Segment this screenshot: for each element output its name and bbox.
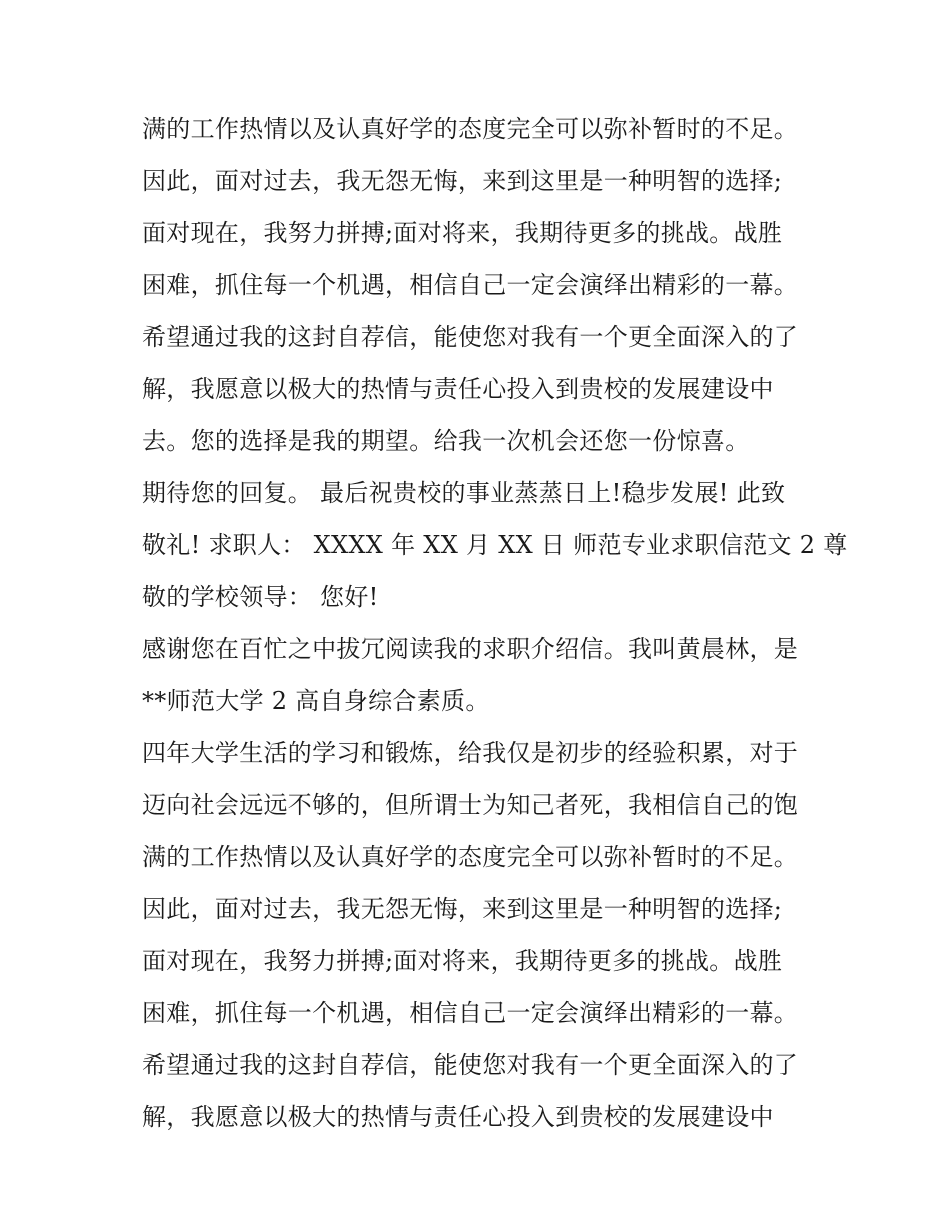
text-line: 面对现在，我努力拼搏;面对将来，我期待更多的挑战。战胜 xyxy=(142,219,783,247)
text-line: 敬的学校领导： 您好! xyxy=(142,583,379,611)
text-line: 因此，面对过去，我无怨无悔，来到这里是一种明智的选择; xyxy=(142,167,783,195)
text-line: **师范大学 2 高自身综合素质。 xyxy=(142,687,490,715)
text-line: 迈向社会远远不够的，但所谓士为知己者死，我相信自己的饱 xyxy=(142,791,799,819)
text-line: 希望通过我的这封自荐信，能使您对我有一个更全面深入的了 xyxy=(142,1051,799,1079)
text-line: 面对现在，我努力拼搏;面对将来，我期待更多的挑战。战胜 xyxy=(142,947,783,975)
text-line: 解，我愿意以极大的热情与责任心投入到贵校的发展建设中 xyxy=(142,1103,774,1131)
text-line: 希望通过我的这封自荐信，能使您对我有一个更全面深入的了 xyxy=(142,323,799,351)
text-line: 敬礼! 求职人： XXXX 年 XX 月 XX 日 师范专业求职信范文 2 尊 xyxy=(142,531,848,559)
text-line: 感谢您在百忙之中拔冗阅读我的求职介绍信。我叫黄晨林，是 xyxy=(142,635,799,663)
text-line: 解，我愿意以极大的热情与责任心投入到贵校的发展建设中 xyxy=(142,375,774,403)
text-line: 困难，抓住每一个机遇，相信自己一定会演绎出精彩的一幕。 xyxy=(142,271,799,299)
text-line: 满的工作热情以及认真好学的态度完全可以弥补暂时的不足。 xyxy=(142,843,799,871)
text-line: 去。您的选择是我的期望。给我一次机会还您一份惊喜。 xyxy=(142,427,750,455)
text-line: 期待您的回复。 最后祝贵校的事业蒸蒸日上!稳步发展! 此致 xyxy=(142,479,786,507)
text-line: 困难，抓住每一个机遇，相信自己一定会演绎出精彩的一幕。 xyxy=(142,999,799,1027)
text-line: 满的工作热情以及认真好学的态度完全可以弥补暂时的不足。 xyxy=(142,115,799,143)
text-line: 因此，面对过去，我无怨无悔，来到这里是一种明智的选择; xyxy=(142,895,783,923)
text-line: 四年大学生活的学习和锻炼，给我仅是初步的经验积累，对于 xyxy=(142,739,799,767)
